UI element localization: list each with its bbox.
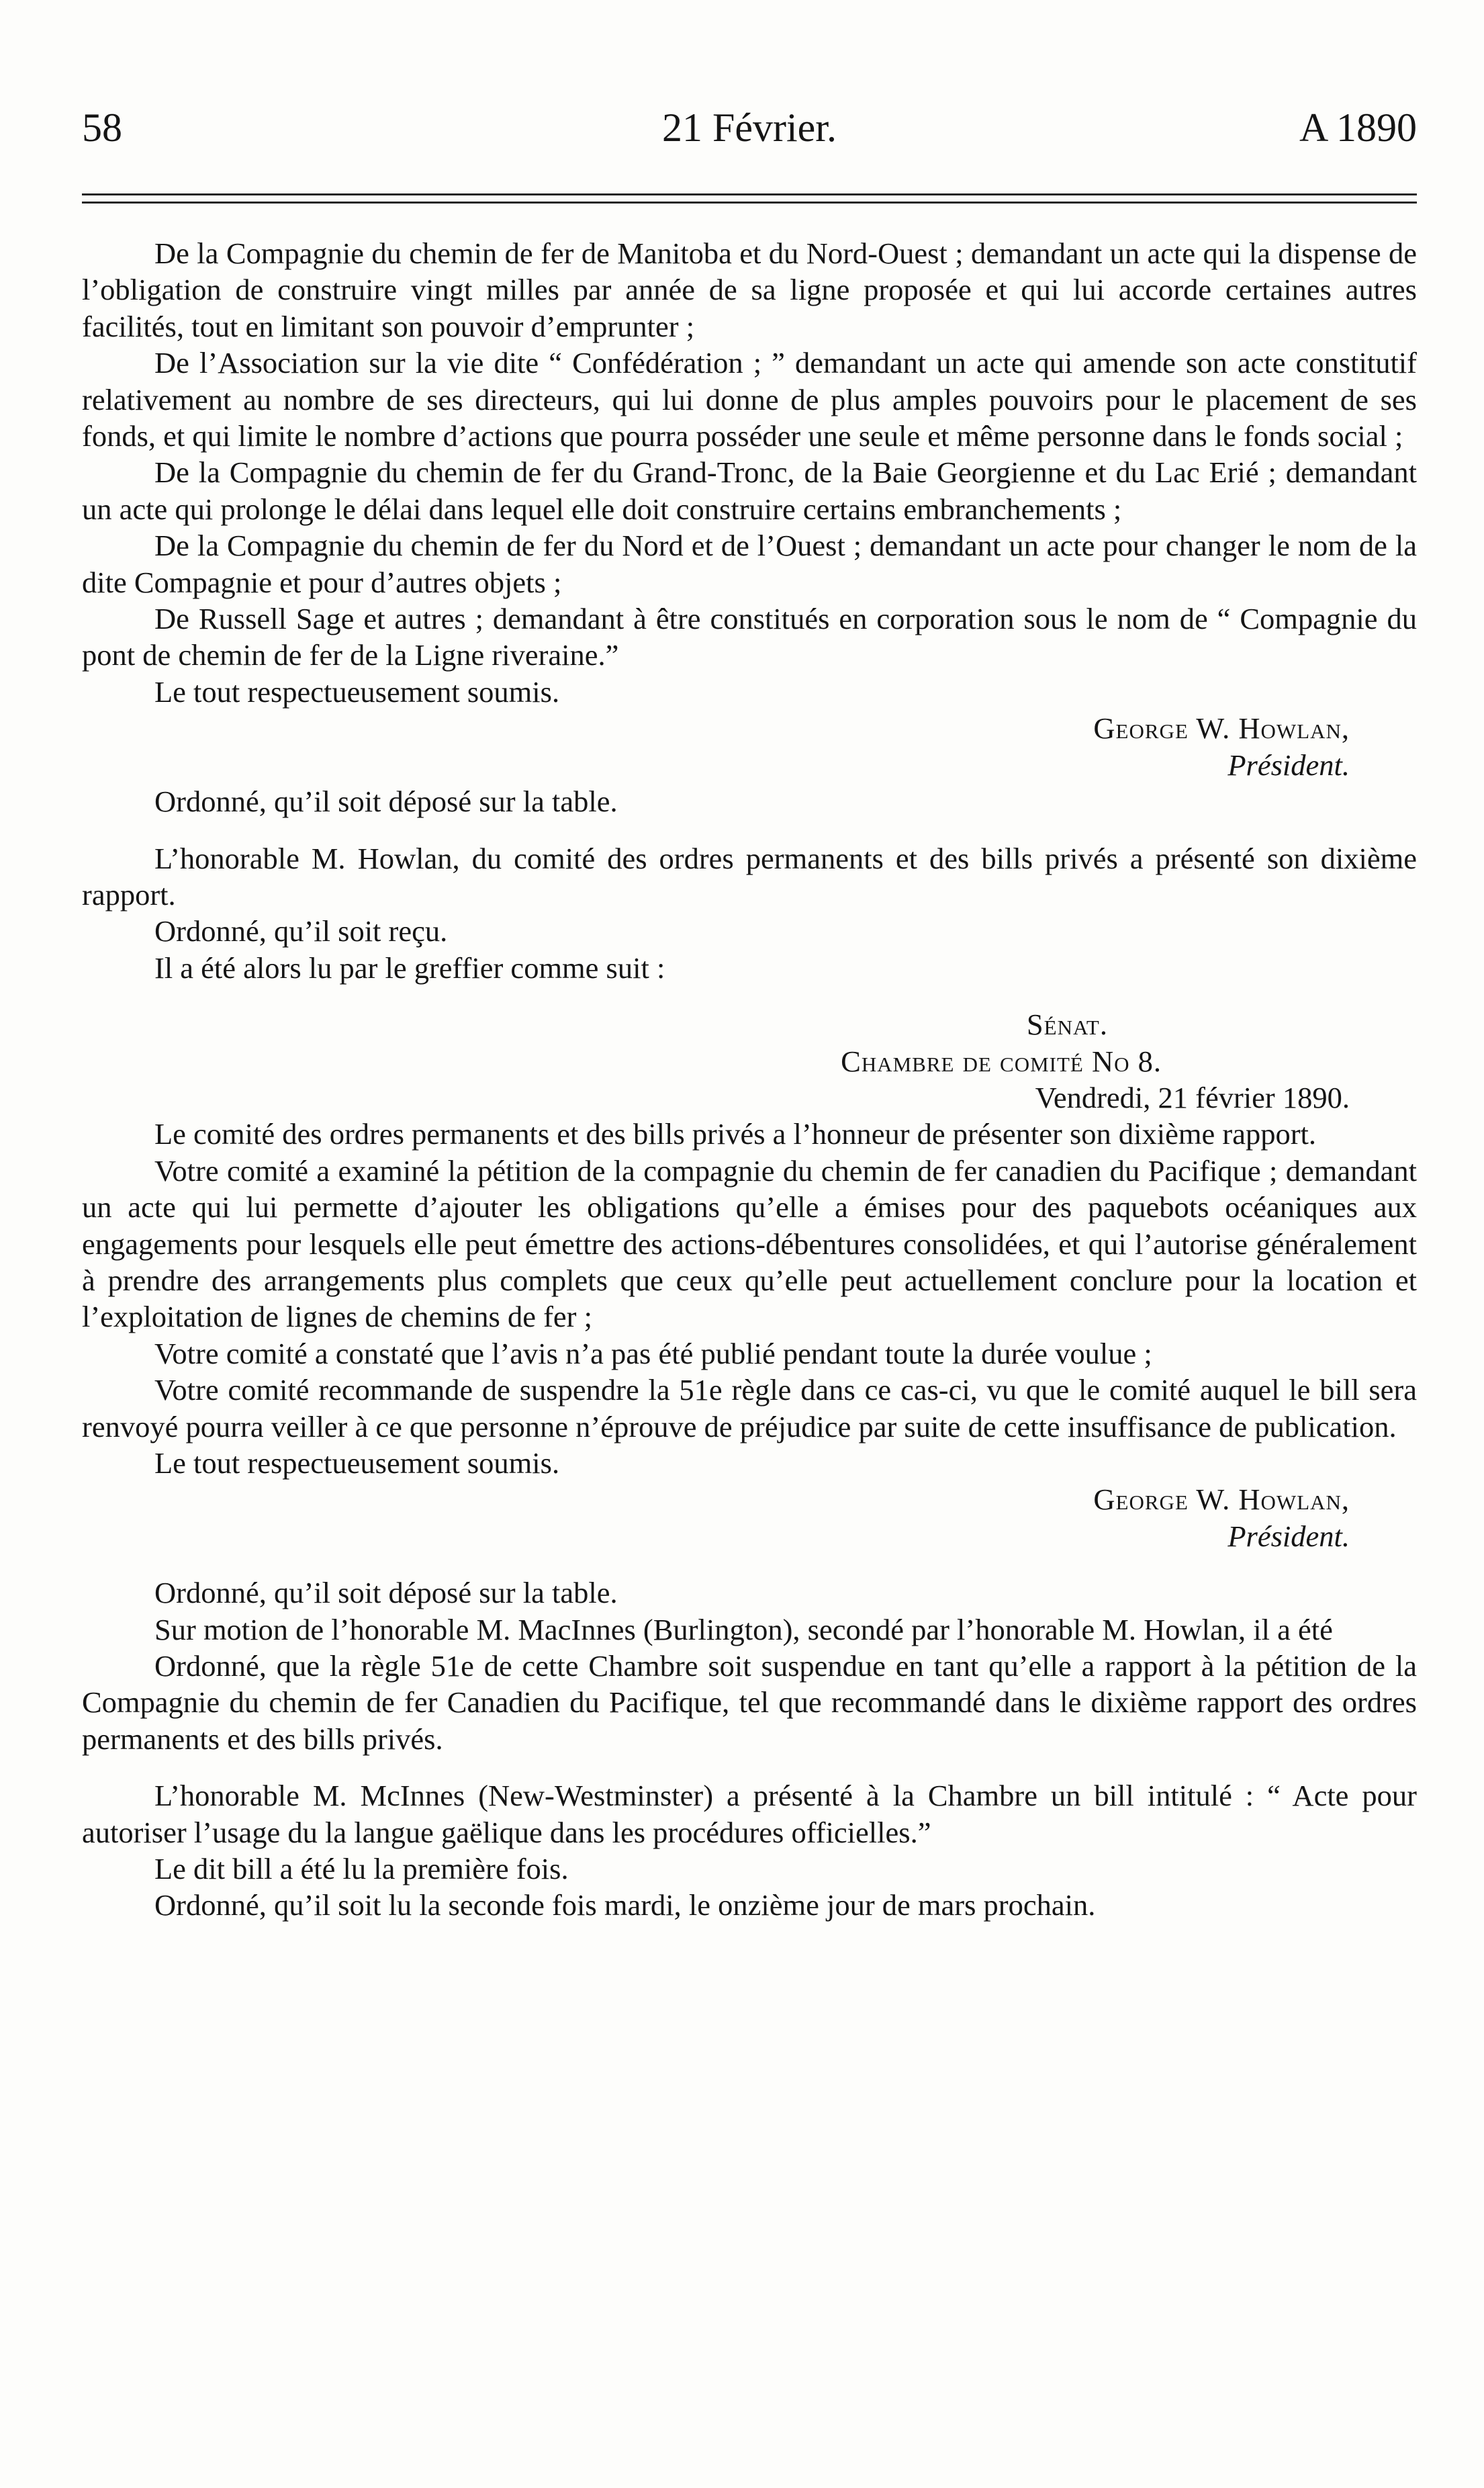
- paragraph: L’honorable M. Howlan, du comité des ordres permanents et des bills privés a présenté son dixième rapport.: [82, 841, 1417, 912]
- paragraph: De Russell Sage et autres ; demandant à être constitués en corporation sous le nom de “ Compagnie du pont de chemin de fer de la Ligne riveraine.”: [82, 602, 1417, 672]
- paragraph: Le dit bill a été lu la première fois.: [154, 1852, 569, 1886]
- paragraph: Ordonné, que la règle 51e de cette Chambre soit suspendue en tant qu’elle a rapport à la pétition de la Compagnie du chemin de fer Canadien du Pacifique, tel que recommandé dans le dixième rapport des ordres permanents et des bills privés.: [82, 1649, 1417, 1756]
- paragraph: De l’Association sur la vie dite “ Confédération ; ” demandant un acte qui amende son acte constitutif relativement au nombre de ses directeurs, qui lui donne de plus amples pouvoirs pour le placement de ses fonds, et qui limite le nombre d’actions que pourra posséder une seule et même personne dans le fonds social ;: [82, 346, 1417, 453]
- paragraph: Sur motion de l’honorable M. MacInnes (Burlington), secondé par l’honorable M. Howlan, il a été: [154, 1612, 1333, 1646]
- signature-block: [82, 1481, 1417, 1554]
- header-year: A 1890: [1299, 105, 1417, 150]
- header-rule-top: [82, 193, 1417, 195]
- signature-name: George W. Howlan,: [1093, 711, 1350, 746]
- document-body: [82, 235, 1417, 1924]
- committee-room: Chambre de comité No 8.: [841, 1044, 1162, 1078]
- report-date: Vendredi, 21 février 1890.: [1035, 1080, 1350, 1114]
- page-number: 58: [82, 105, 122, 150]
- paragraph: Le tout respectueusement soumis.: [154, 1446, 560, 1480]
- paragraph: Ordonné, qu’il soit déposé sur la table.: [154, 1576, 618, 1610]
- paragraph: Votre comité recommande de suspendre la 51e règle dans ce cas-ci, vu que le comité auquel le bill sera renvoyé pourra veiller à ce que personne n’éprouve de préjudice par suite de cette insuffisance de publication.: [82, 1373, 1417, 1443]
- paragraph: Ordonné, qu’il soit déposé sur la table.: [154, 785, 618, 819]
- page-header: [82, 101, 1417, 154]
- paragraph: Le comité des ordres permanents et des bills privés a l’honneur de présenter son dixième rapport.: [154, 1117, 1317, 1151]
- report-heading: [82, 1006, 1417, 1116]
- paragraph: Le tout respectueusement soumis.: [154, 674, 560, 709]
- spacer: [82, 820, 1417, 840]
- spacer: [82, 986, 1417, 1006]
- paragraph: De la Compagnie du chemin de fer de Manitoba et du Nord-Ouest ; demandant un acte qui la dispense de l’obligation de construire vingt milles par année de sa ligne proposée et qui lui accorde certaines autres facilités, tout en limitant son pouvoir d’emprunter ;: [82, 236, 1417, 343]
- header-rule-bottom: [82, 202, 1417, 204]
- paragraph: De la Compagnie du chemin de fer du Nord et de l’Ouest ; demandant un acte pour changer le nom de la dite Compagnie et pour d’autres objets ;: [82, 529, 1417, 599]
- header-date: 21 Février.: [662, 105, 837, 150]
- paragraph: L’honorable M. McInnes (New-Westminster) a présenté à la Chambre un bill intitulé : “ Acte pour autoriser l’usage du la langue gaëlique dans les procédures officielles.”: [82, 1779, 1417, 1849]
- paragraph: Votre comité a examiné la pétition de la compagnie du chemin de fer canadien du Pacifique ; demandant un acte qui lui permette d’ajouter les obligations qu’elle a émises pour des paquebots océaniques aux engagements pour lesquels elle peut émettre des actions-débentures consolidées, et qui l’autorise généralement à prendre des arrangements plus complets que ceux qu’elle peut actuellement conclure pour la location et l’exploitation de lignes de chemins de fer ;: [82, 1153, 1417, 1334]
- paragraph: Il a été alors lu par le greffier comme suit :: [154, 950, 665, 985]
- signature-name: George W. Howlan,: [1093, 1482, 1350, 1517]
- signature-title: Président.: [1227, 1519, 1350, 1553]
- senat-title: Sénat.: [1026, 1008, 1108, 1042]
- signature-block: [82, 710, 1417, 783]
- paragraph: Votre comité a constaté que l’avis n’a pas été publié pendant toute la durée voulue ;: [154, 1336, 1152, 1370]
- paragraph: Ordonné, qu’il soit lu la seconde fois mardi, le onzième jour de mars prochain.: [154, 1888, 1096, 1922]
- paragraph: Ordonné, qu’il soit reçu.: [154, 914, 448, 948]
- signature-title: Président.: [1227, 748, 1350, 782]
- paragraph: De la Compagnie du chemin de fer du Grand-Tronc, de la Baie Georgienne et du Lac Erié ; demandant un acte qui prolonge le délai dans lequel elle doit construire certains embranchements ;: [82, 455, 1417, 526]
- spacer: [82, 1757, 1417, 1777]
- spacer: [82, 1554, 1417, 1574]
